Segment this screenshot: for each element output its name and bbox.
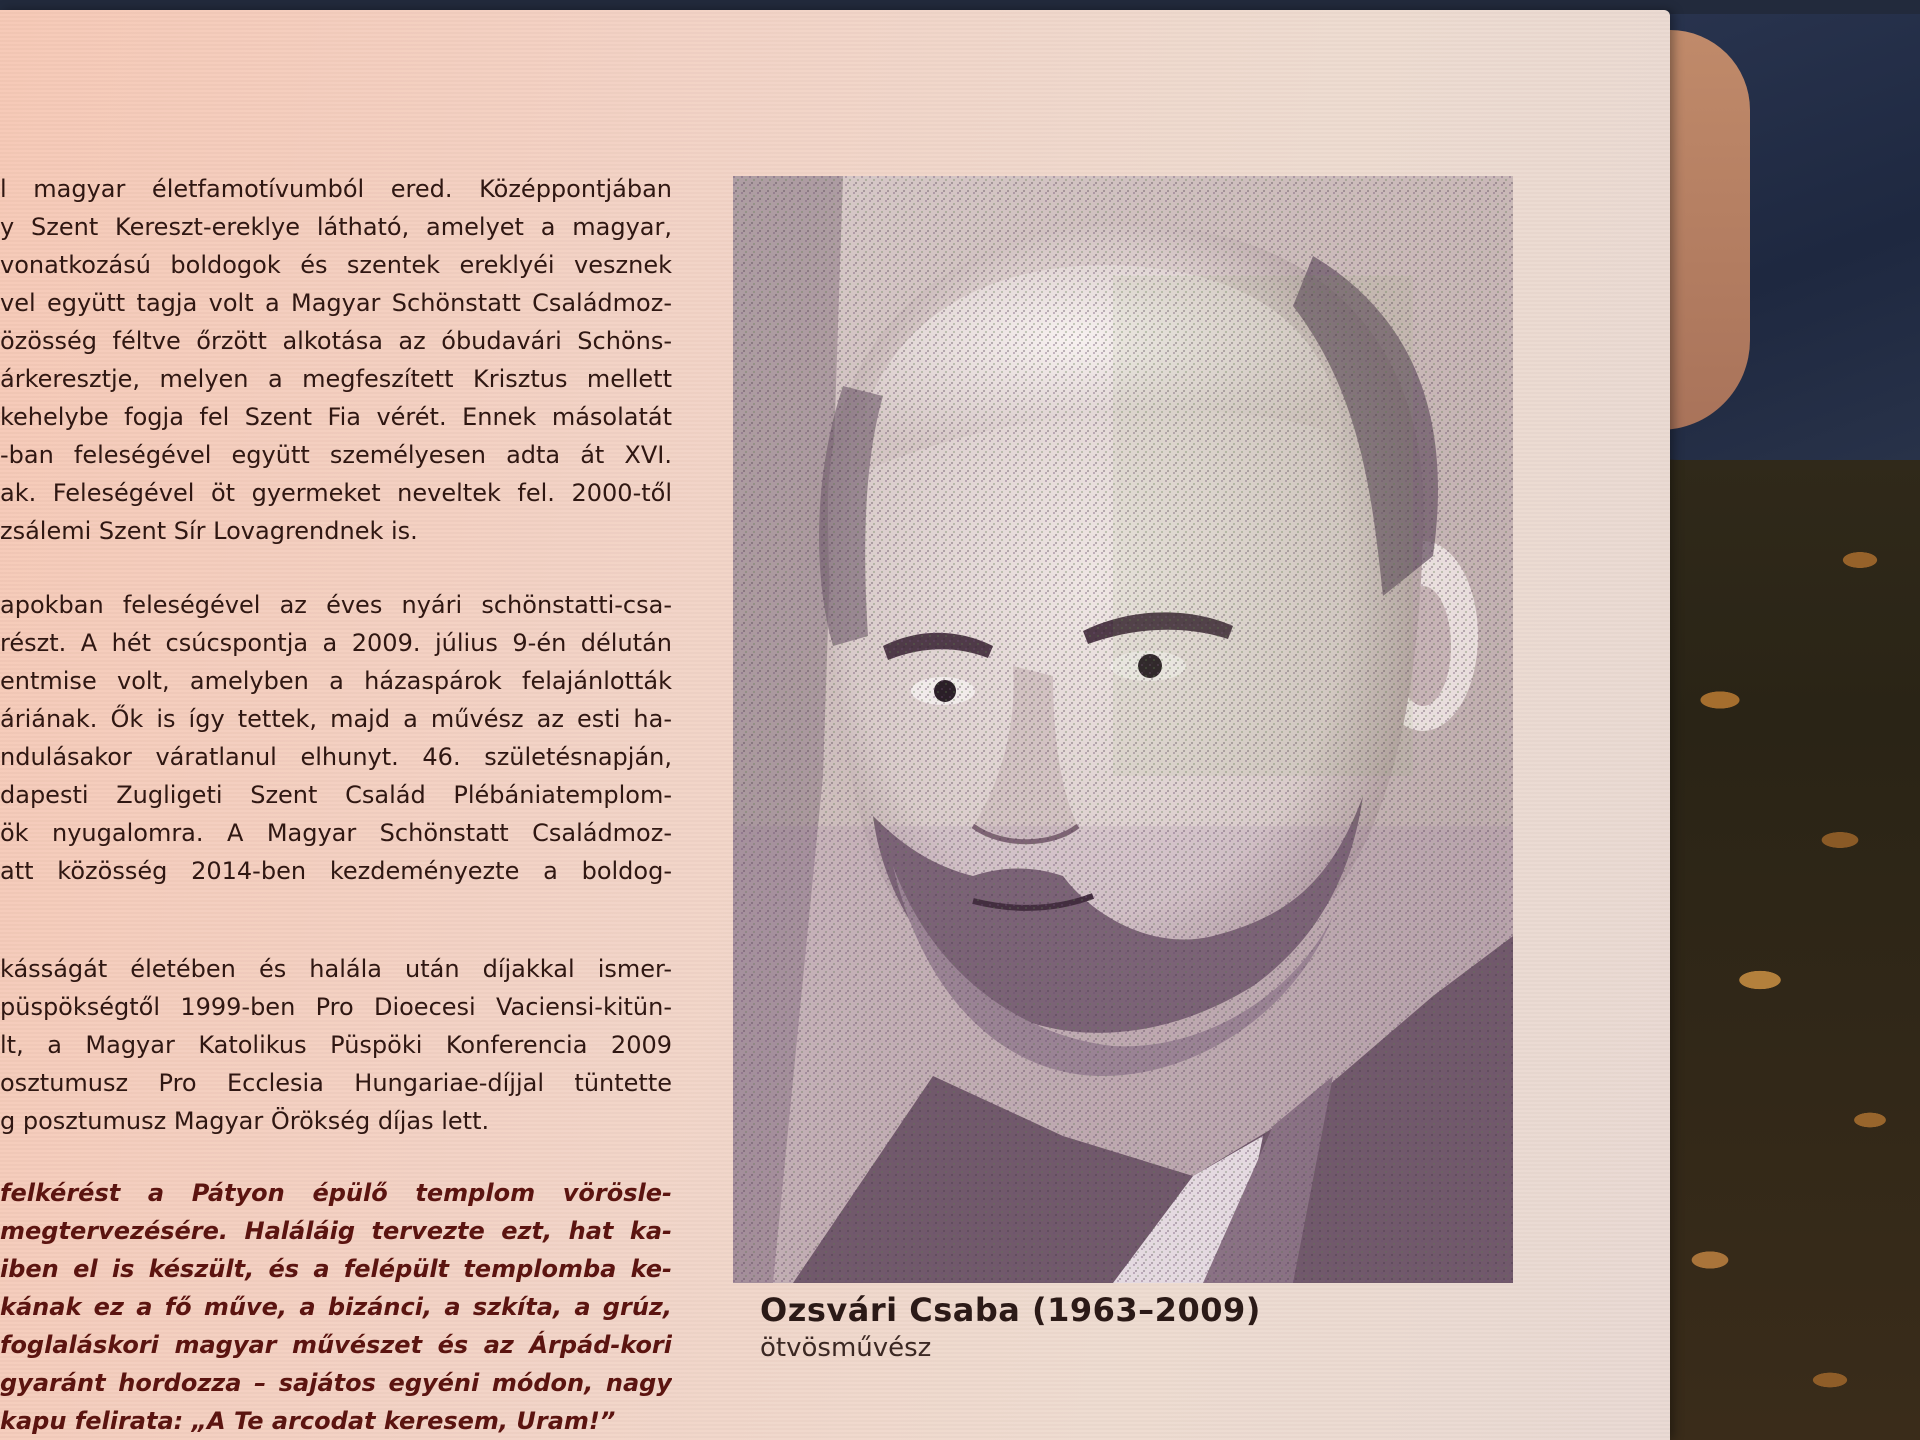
text-line: vonatkozású boldogok és szentek ereklyéi vesznek [0, 251, 672, 279]
text-line: osztumusz Pro Ecclesia Hungariae-díjjal tüntette [0, 1069, 672, 1097]
paragraph-awards [0, 950, 672, 1140]
caption-role: ötvösművész [760, 1333, 932, 1363]
memorial-plaque [0, 10, 1670, 1440]
biography-text-column [0, 170, 672, 1440]
caption-name: Ozsvári Csaba (1963–2009) [760, 1291, 1261, 1329]
portrait-caption [760, 1290, 1261, 1366]
text-line: részt. A hét csúcspontja a 2009. július 9-én délután [0, 629, 672, 657]
portrait-illustration [733, 176, 1513, 1283]
text-line: iben el is készült, és a felépült templomba ke- [0, 1255, 672, 1283]
text-line: l magyar életfamotívumból ered. Középpontjában [0, 175, 672, 203]
text-line: zsálemi Szent Sír Lovagrendnek is. [0, 517, 418, 545]
text-line: -ban feleségével együtt személyesen adta át XVI. [0, 441, 672, 469]
text-line: ak. Feleségével öt gyermeket neveltek fel. 2000-től [0, 479, 672, 507]
text-line: gyaránt hordozza – sajátos egyéni módon, nagy [0, 1369, 672, 1397]
text-line: kapu felirata: „A Te arcodat keresem, Uram!” [0, 1407, 616, 1435]
text-line: ök nyugalomra. A Magyar Schönstatt Családmoz- [0, 819, 672, 847]
text-line: áriának. Ők is így tettek, majd a művész az esti ha- [0, 705, 672, 733]
text-line: ndulásakor váratlanul elhunyt. 46. születésnapján, [0, 743, 672, 771]
text-line: árkeresztje, melyen a megfeszített Krisztus mellett [0, 365, 672, 393]
paragraph-pagy-church [0, 1174, 672, 1440]
text-line: megtervezésére. Haláláig tervezte ezt, hat ka- [0, 1217, 672, 1245]
text-line: kának ez a fő műve, a bizánci, a szkíta, a grúz, [0, 1293, 672, 1321]
text-line: kehelybe fogja fel Szent Fia vérét. Ennek másolatát [0, 403, 672, 431]
text-line: att közösség 2014-ben kezdeményezte a boldog- [0, 857, 672, 885]
text-line: kásságát életében és halála után díjakkal ismer- [0, 955, 672, 983]
paragraph-death [0, 586, 672, 890]
text-line: entmise volt, amelyben a házaspárok felajánlották [0, 667, 672, 695]
text-line: dapesti Zugligeti Szent Család Plébániatemplom- [0, 781, 672, 809]
text-line: foglaláskori magyar művészet és az Árpád-kori [0, 1331, 672, 1359]
text-line: lt, a Magyar Katolikus Püspöki Konferencia 2009 [0, 1031, 672, 1059]
text-line: y Szent Kereszt-ereklye látható, amelyet a magyar, [0, 213, 672, 241]
portrait-photo [733, 176, 1513, 1283]
text-line: felkérést a Pátyon épülő templom vörösle- [0, 1179, 672, 1207]
paragraph-artwork [0, 170, 672, 550]
text-line: özösség féltve őrzött alkotása az óbudavári Schöns- [0, 327, 672, 355]
text-line: püspökségtől 1999-ben Pro Dioecesi Vaciensi-kitün- [0, 993, 672, 1021]
text-line: g posztumusz Magyar Örökség díjas lett. [0, 1107, 490, 1135]
text-line: apokban feleségével az éves nyári schönstatti-csa- [0, 591, 672, 619]
text-line: vel együtt tagja volt a Magyar Schönstatt Családmoz- [0, 289, 672, 317]
